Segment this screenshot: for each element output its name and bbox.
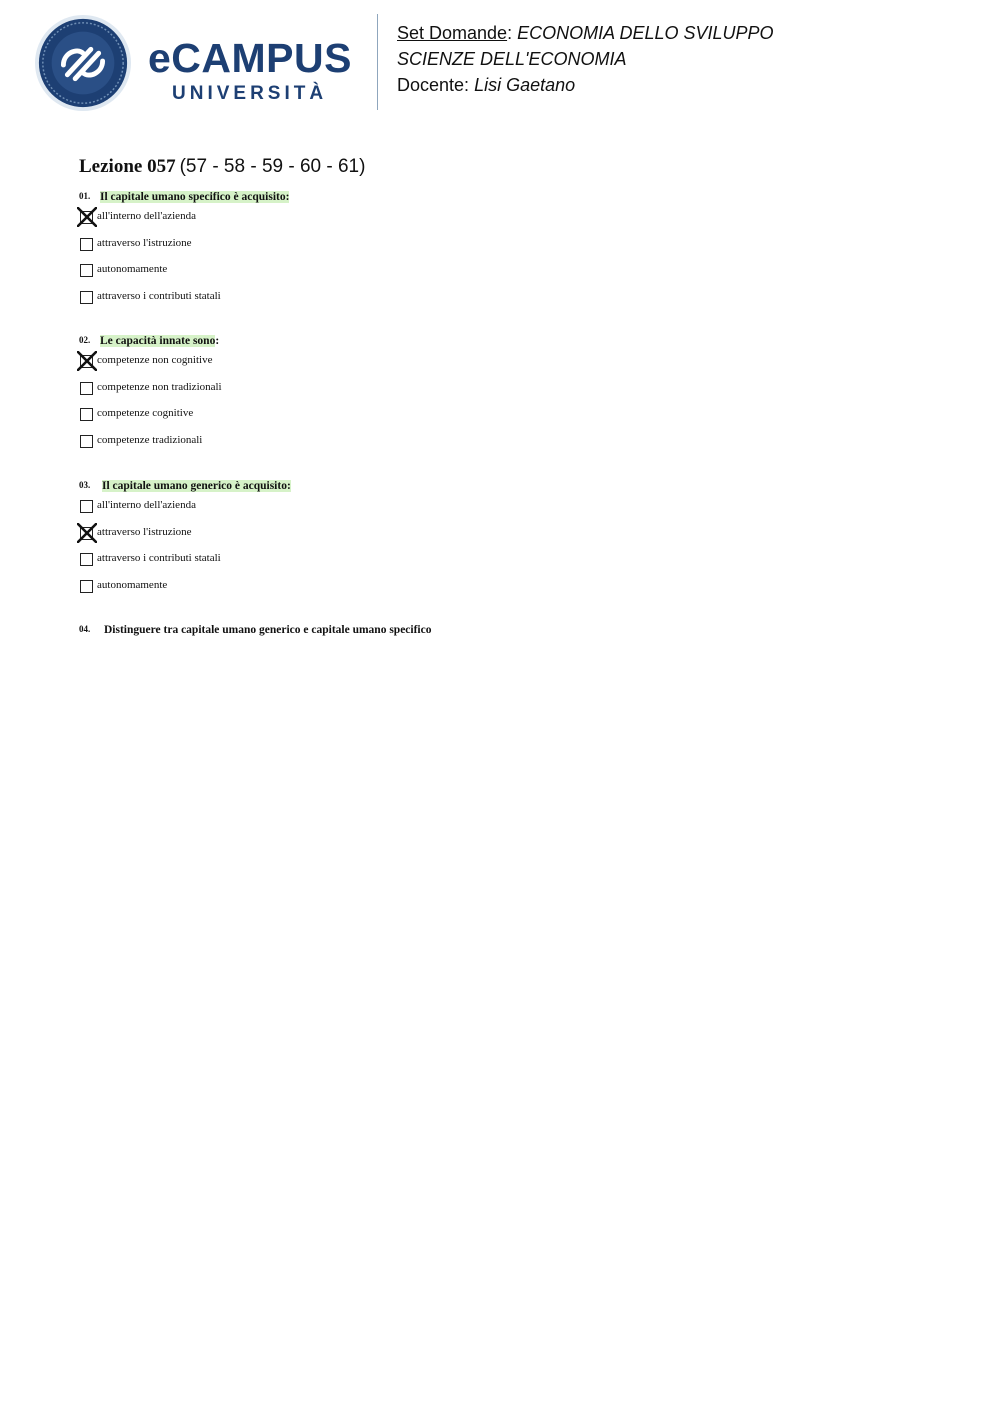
checkbox[interactable] <box>80 435 93 448</box>
question-suffix: : <box>215 335 220 347</box>
question-text-highlight: Il capitale umano specifico è acquisito: <box>100 191 290 203</box>
answer-option-label: competenze tradizionali <box>97 433 203 446</box>
ecampus-seal-logo <box>34 14 132 112</box>
question-number: 04. <box>79 624 91 634</box>
ecampus-wordmark-logo <box>148 35 363 108</box>
cross-mark-icon <box>77 351 97 371</box>
question-text-highlight: Il capitale umano generico è acquisito: <box>102 480 291 492</box>
question-number: 01. <box>79 191 91 201</box>
checkbox[interactable] <box>80 500 93 513</box>
question-text <box>99 478 294 494</box>
question-text <box>97 333 222 349</box>
checkbox[interactable] <box>80 291 93 304</box>
course-name: ECONOMIA DELLO SVILUPPO <box>517 23 774 43</box>
answer-option-label: competenze cognitive <box>97 407 194 419</box>
question-number: 03. <box>79 480 91 490</box>
question-number: 02. <box>79 335 91 345</box>
question-text <box>97 189 292 205</box>
checkbox[interactable] <box>80 264 93 277</box>
answer-option-label: attraverso l'istruzione <box>97 236 192 249</box>
question-text-highlight: Le capacità innate sono <box>100 335 216 347</box>
answer-option-label: autonomamente <box>97 263 168 275</box>
checkbox[interactable] <box>80 382 93 395</box>
teacher-name: Lisi Gaetano <box>474 75 576 95</box>
checkbox[interactable] <box>80 580 93 593</box>
header-info <box>397 20 774 98</box>
checkbox[interactable] <box>80 238 93 251</box>
set-colon: : <box>507 23 513 43</box>
teacher-row <box>397 72 774 98</box>
answer-option-label: attraverso i contributi statali <box>97 552 221 564</box>
question-text-highlight: Distinguere tra capitale umano generico e capitale umano specifico <box>104 624 432 636</box>
logo-brand-text: eCAMPUS <box>148 35 352 81</box>
faculty-name: SCIENZE DELL'ECONOMIA <box>397 49 627 69</box>
logo-sub-text: UNIVERSITÀ <box>172 83 328 104</box>
cross-mark-icon <box>77 207 97 227</box>
teacher-label: Docente: <box>397 75 470 95</box>
question-text <box>101 622 435 638</box>
document-header <box>0 0 1000 120</box>
answer-option-label: all'interno dell'azienda <box>97 499 196 511</box>
set-label: Set Domande <box>397 23 508 43</box>
answer-option-label: autonomamente <box>97 578 168 591</box>
set-row <box>397 20 774 46</box>
answer-option-label: competenze non cognitive <box>97 354 213 366</box>
checkbox[interactable] <box>80 553 93 566</box>
lesson-name: Lezione 057 <box>79 156 176 177</box>
answer-option-label: competenze non tradizionali <box>97 380 222 393</box>
answer-option-label: attraverso i contributi statali <box>97 289 221 302</box>
answer-option-label: attraverso l'istruzione <box>97 525 192 538</box>
checkbox[interactable] <box>80 408 93 421</box>
cross-mark-icon <box>77 523 97 543</box>
answer-option-label: all'interno dell'azienda <box>97 210 196 222</box>
lesson-range: (57 - 58 - 59 - 60 - 61) <box>179 156 366 177</box>
lesson-title <box>79 155 365 180</box>
header-divider <box>377 14 378 110</box>
